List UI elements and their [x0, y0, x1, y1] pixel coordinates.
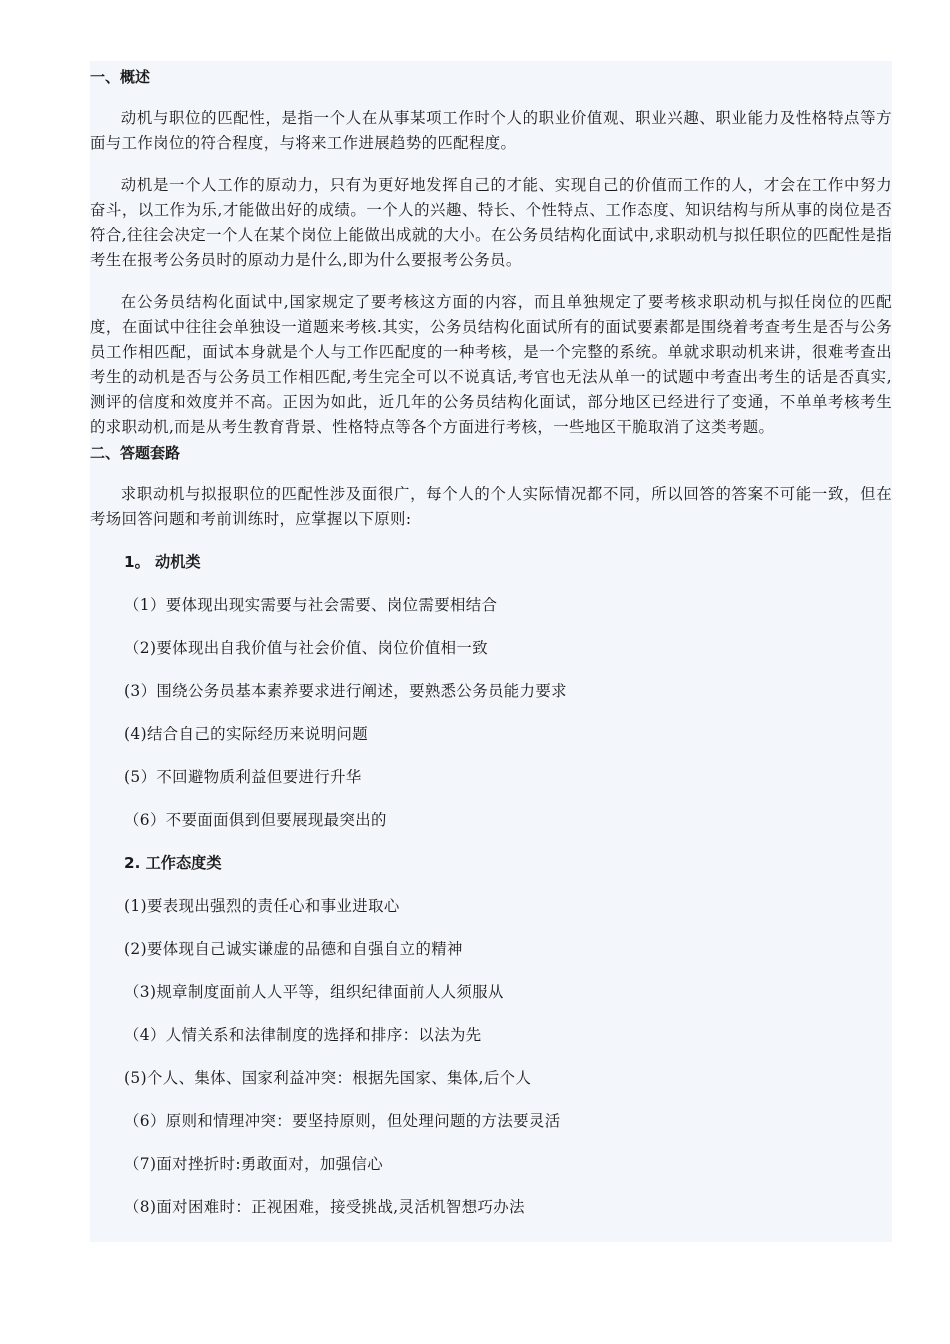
spacer [90, 704, 892, 721]
attitude-item-5: (5)个人、集体、国家利益冲突：根据先国家、集体,后个人 [124, 1069, 532, 1087]
spacer [90, 1048, 892, 1065]
motive-item-1: （1）要体现出现实需要与社会需要、岗位需要相结合 [124, 596, 498, 614]
overview-paragraph-2: 动机是一个人工作的原动力，只有为更好地发挥自己的才能、实现自己的价值而工作的人，才会在工作中努力奋斗，以工作为乐,才能做出好的成绩。一个人的兴趣、特长、个性特点、工作态度、知识结构与所从事的岗位是否符合,往往会决定一个人在某个岗位上能做出成就的大小。在公务员结构化面试中,求职动机与拟任职位的匹配性是指考生在报考公务员时的原动力是什么,即为什么要报考公务员。 [90, 176, 892, 269]
spacer [90, 919, 892, 936]
spacer [90, 1091, 892, 1108]
attitude-item-1: (1)要表现出强烈的责任心和事业进取心 [124, 897, 400, 915]
section-heading-routine: 二、答题套路 [90, 444, 181, 462]
motive-item-4: (4)结合自己的实际经历来说明问题 [124, 725, 369, 743]
attitude-item-2: (2)要体现自己诚实谦虚的品德和自强自立的精神 [124, 940, 463, 958]
spacer [90, 1134, 892, 1151]
motive-item-3: (3）围绕公务员基本素养要求进行阐述，要熟悉公务员能力要求 [124, 682, 567, 700]
spacer [90, 747, 892, 764]
spacer [90, 618, 892, 635]
spacer [90, 833, 892, 850]
overview-paragraph-1: 动机与职位的匹配性，是指一个人在从事某项工作时个人的职业价值观、职业兴趣、职业能力及性格特点等方面与工作岗位的符合程度，与将来工作进展趋势的匹配程度。 [90, 109, 892, 152]
spacer [90, 876, 892, 893]
attitude-item-8: （8)面对困难时：正视困难，接受挑战,灵活机智想巧办法 [124, 1198, 525, 1216]
spacer [90, 790, 892, 807]
spacer [90, 962, 892, 979]
attitude-item-6: （6）原则和情理冲突：要坚持原则，但处理问题的方法要灵活 [124, 1112, 561, 1130]
attitude-item-7: （7)面对挫折时:勇敢面对，加强信心 [124, 1155, 384, 1173]
attitude-item-4: （4）人情关系和法律制度的选择和排序：以法为先 [124, 1026, 482, 1044]
overview-paragraph-3: 在公务员结构化面试中,国家规定了要考核这方面的内容，而且单独规定了要考核求职动机与拟任岗位的匹配度，在面试中往往会单独设一道题来考核.其实，公务员结构化面试所有的面试要素都是围绕着考查考生是否与公务员工作相匹配，面试本身就是个人与工作匹配度的一种考核，是一个完整的系统。单就求职动机来讲，很难考查出考生的动机是否与公务员工作相匹配,考生完全可以不说真话,考官也无法从单一的试题中考查出考生的话是否真实,测评的信度和效度并不高。正因为如此，近几年的公务员结构化面试，部分地区已经进行了变通，不单单考核考生的求职动机,而是从考生教育背景、性格特点等各个方面进行考核，一些地区干脆取消了这类考题。 [90, 293, 892, 436]
motive-item-5: (5）不回避物质利益但要进行升华 [124, 768, 362, 786]
attitude-item-3: （3)规章制度面前人人平等，组织纪律面前人人须服从 [124, 983, 504, 1001]
routine-intro-paragraph: 求职动机与拟报职位的匹配性涉及面很广，每个人的个人实际情况都不同，所以回答的答案不可能一致，但在考场回答问题和考前训练时，应掌握以下原则: [90, 485, 892, 528]
subheading-attitude: 2. 工作态度类 [124, 854, 222, 872]
section-heading-overview: 一、概述 [90, 68, 151, 86]
spacer [90, 1177, 892, 1194]
spacer [90, 575, 892, 592]
subheading-motive: 1。 动机类 [124, 553, 201, 571]
motive-item-6: （6）不要面面俱到但要展现最突出的 [124, 811, 387, 829]
spacer [90, 661, 892, 678]
spacer [90, 466, 892, 482]
motive-item-2: （2)要体现出自我价值与社会价值、岗位价值相一致 [124, 639, 488, 657]
spacer [90, 90, 892, 106]
spacer [90, 1005, 892, 1022]
document-page [90, 61, 892, 1242]
